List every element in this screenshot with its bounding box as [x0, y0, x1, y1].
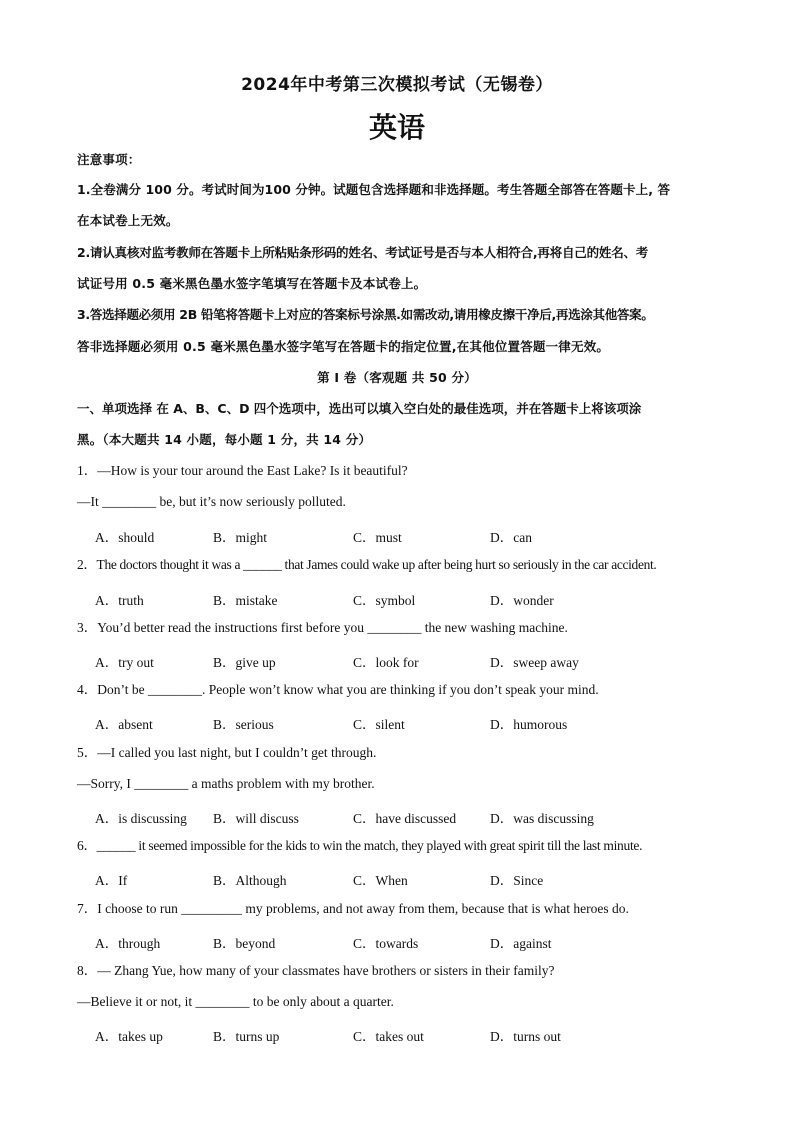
option-c: C．symbol	[353, 593, 416, 608]
option-d: D．sweep away	[490, 655, 579, 670]
question-stem: 1．—How is your tour around the East Lake? Is it beautiful?	[77, 463, 408, 478]
notice-heading: 注意事项：	[77, 152, 141, 167]
option-a: A．try out	[95, 655, 154, 670]
question-stem: 6．______ it seemed impossible for the kids to win the match, they played with great spirit till the last minute.	[77, 838, 643, 853]
option-d: D．can	[490, 530, 532, 545]
option-c: C．takes out	[353, 1029, 424, 1044]
question-stem: 4．Don’t be ________. People won’t know what you are thinking if you don’t speak your mind.	[77, 682, 599, 697]
option-d: D．Since	[490, 873, 544, 888]
option-a: A．is discussing	[95, 811, 187, 826]
option-b: B．beyond	[213, 936, 276, 951]
option-d: D．humorous	[490, 717, 568, 732]
option-a: A．truth	[95, 593, 144, 608]
option-a: A．takes up	[95, 1029, 163, 1044]
option-c: C．silent	[353, 717, 405, 732]
question-stem: —It ________ be, but it’s now seriously polluted.	[77, 494, 346, 509]
question-stem: —Believe it or not, it ________ to be only about a quarter.	[77, 994, 394, 1009]
notice-line: 在本试卷上无效。	[77, 213, 179, 228]
option-c: C．look for	[353, 655, 419, 670]
option-b: B．will discuss	[213, 811, 299, 826]
option-a: A．If	[95, 873, 128, 888]
notice-line: 3.答选择题必须用 2B 铅笔将答题卡上对应的答案标号涂黑.如需改动,请用橡皮擦干净后,再选涂其他答案。	[77, 307, 654, 322]
option-b: B．Although	[213, 873, 287, 888]
section-instruction: 黑。（本大题共 14 小题，每小题 1 分，共 14 分）	[77, 432, 372, 447]
question-stem: 3．You’d better read the instructions first before you ________ the new washing machine.	[77, 620, 568, 635]
section-title: 第 I 卷（客观题 共 50 分）	[317, 370, 477, 385]
option-a: A．absent	[95, 717, 153, 732]
option-c: C．When	[353, 873, 408, 888]
option-a: A．through	[95, 936, 161, 951]
question-stem: —Sorry, I ________ a maths problem with my brother.	[77, 776, 375, 791]
option-b: B．might	[213, 530, 268, 545]
option-c: C．have discussed	[353, 811, 457, 826]
notice-line: 2.请认真核对监考教师在答题卡上所粘贴条形码的姓名、考试证号是否与本人相符合,再将自己的姓名、考	[77, 245, 649, 260]
question-stem: 7．I choose to run _________ my problems, and not away from them, because that is what heroes do.	[77, 901, 629, 916]
section-instruction: 一、单项选择 在 A、B、C、D 四个选项中，选出可以填入空白处的最佳选项，并在答题卡上将该项涂	[77, 401, 642, 416]
option-c: C．must	[353, 530, 402, 545]
subject-title: 英语	[368, 111, 425, 144]
question-stem: 5．—I called you last night, but I couldn’t get through.	[77, 745, 377, 760]
notice-line: 试证号用 0.5 毫米黑色墨水签字笔填写在答题卡及本试卷上。	[77, 276, 427, 291]
question-stem: 2．The doctors thought it was a ______ that James could wake up after being hurt so seriously in the car accident.	[77, 557, 657, 572]
option-a: A．should	[95, 530, 155, 545]
option-d: D．against	[490, 936, 552, 951]
option-d: D．was discussing	[490, 811, 594, 826]
option-c: C．towards	[353, 936, 419, 951]
option-d: D．wonder	[490, 593, 554, 608]
option-d: D．turns out	[490, 1029, 561, 1044]
option-b: B．mistake	[213, 593, 278, 608]
notice-line: 答非选择题必须用 0.5 毫米黑色墨水签字笔写在答题卡的指定位置,在其他位置答题一律无效。	[77, 339, 610, 354]
question-stem: 8．— Zhang Yue, how many of your classmates have brothers or sisters in their family?	[77, 963, 555, 978]
option-b: B．turns up	[213, 1029, 280, 1044]
notice-line: 1.全卷满分 100 分。考试时间为100 分钟。试题包含选择题和非选择题。考生答题全部答在答题卡上, 答	[77, 182, 671, 197]
option-b: B．give up	[213, 655, 276, 670]
option-b: B．serious	[213, 717, 274, 732]
exam-title: 2024年中考第三次模拟考试（无锡卷）	[241, 75, 553, 95]
